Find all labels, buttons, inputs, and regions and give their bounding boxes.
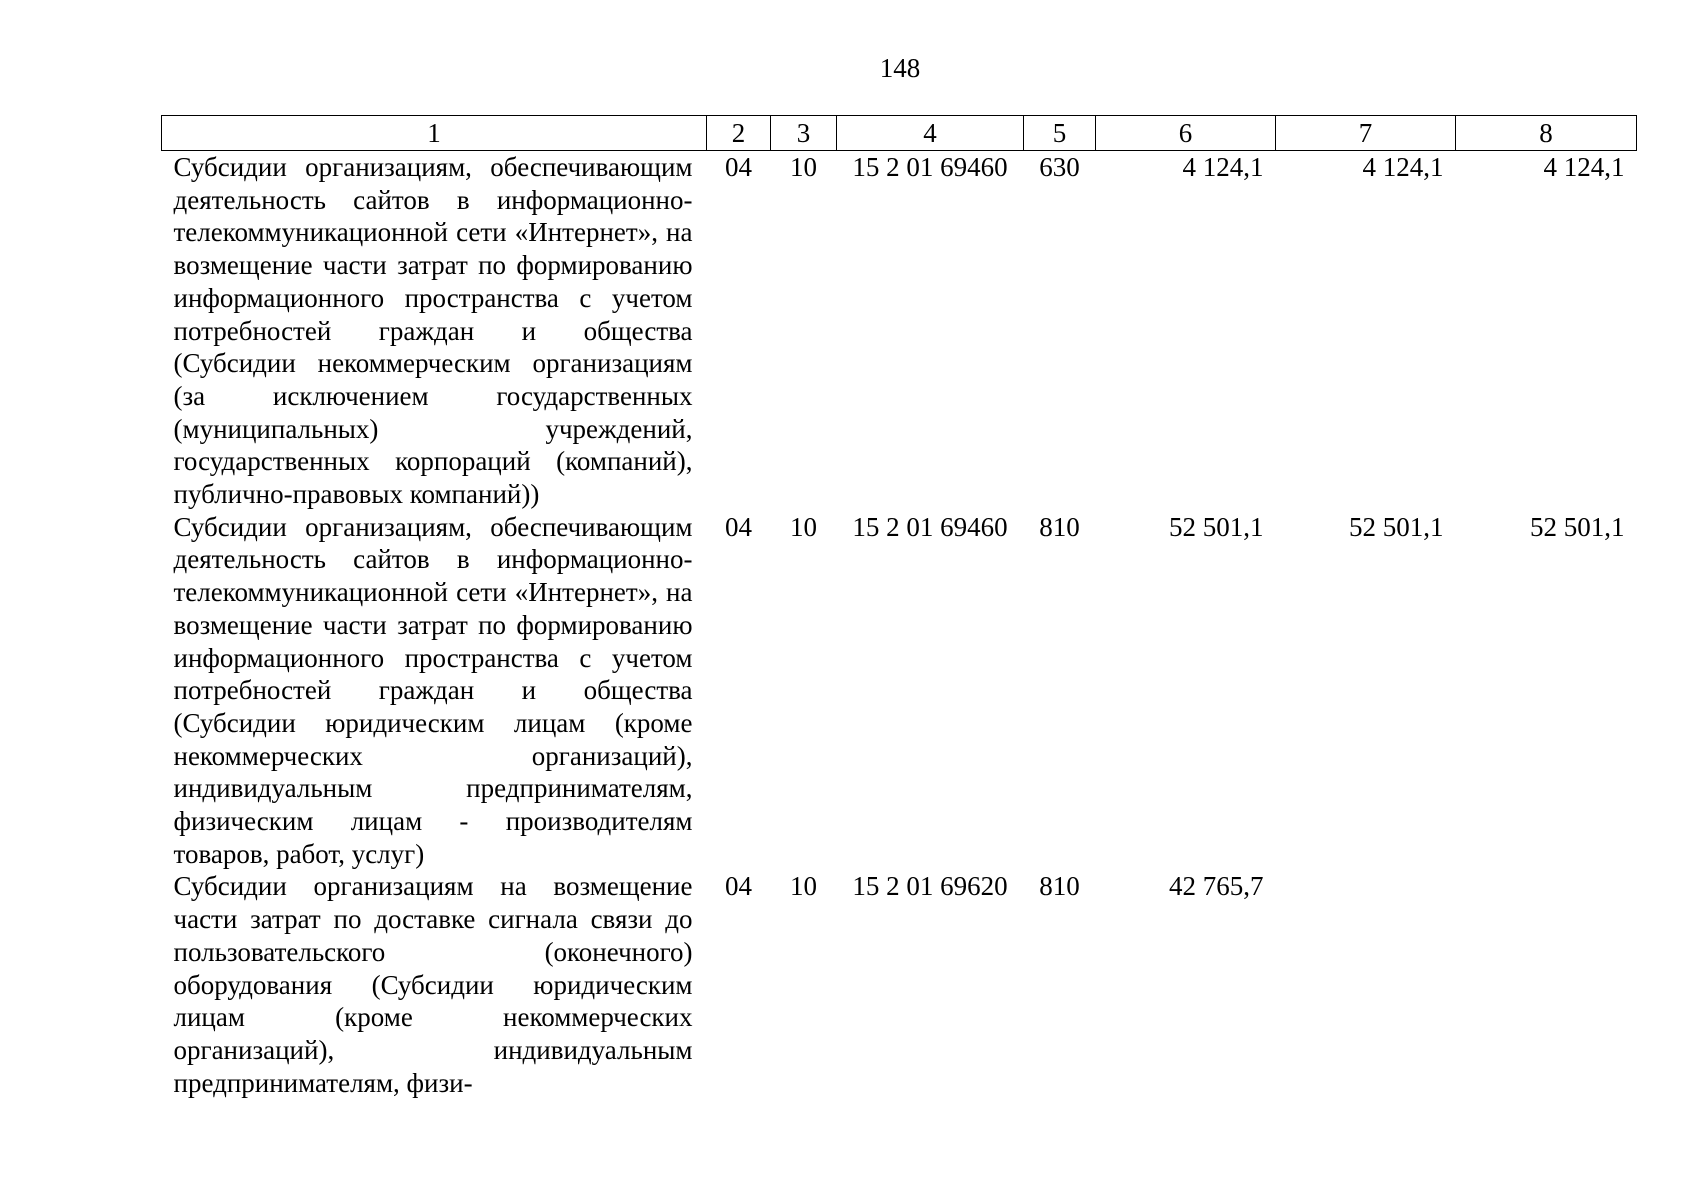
header-col-1: 1	[162, 116, 707, 151]
row-description: Субсидии организациям, обеспечивающим деятельность сайтов в информационно-телекоммуникационной сети «Интернет», на возмещение части затрат по формированию информационного пространства с учетом потребностей граждан и общества (Субсидии юридическим лицам (кроме некоммерческих организаций), индивидуальным предпринимателям, физическим лицам - производителям товаров, работ, услуг)	[173, 511, 693, 869]
row-amount-col-6: 42 765,7	[1169, 871, 1264, 902]
table-row	[162, 511, 1637, 871]
budget-table	[161, 115, 1637, 1099]
row-amount-col-8: 4 124,1	[1543, 152, 1625, 182]
header-col-4: 4	[837, 116, 1024, 151]
header-col-3: 3	[771, 116, 837, 151]
row-subsection-code: 10	[790, 511, 817, 542]
row-section-code: 04	[725, 152, 752, 182]
row-amount-col-8: 52 501,1	[1530, 511, 1625, 542]
row-expense-type-code: 810	[1039, 511, 1080, 542]
row-amount-col-7	[1276, 870, 1456, 1099]
row-description: Субсидии организациям на возмещение части затрат по доставке сигнала связи до пользовательского (оконечного) оборудования (Субсидии юридическим лицам (кроме некоммерческих организаций), индивидуальным предпринимателям, физи-	[173, 871, 693, 1098]
row-expense-type-code: 630	[1039, 152, 1080, 182]
row-target-article-code: 15 2 01 69460	[852, 511, 1008, 542]
header-col-8: 8	[1456, 116, 1637, 151]
header-col-2: 2	[707, 116, 771, 151]
row-amount-col-6: 4 124,1	[1182, 152, 1264, 182]
header-col-6: 6	[1096, 116, 1276, 151]
page-number: 148	[879, 53, 921, 83]
table-body	[162, 151, 1637, 1100]
row-subsection-code: 10	[790, 152, 817, 182]
row-expense-type-code: 810	[1039, 871, 1080, 902]
row-target-article-code: 15 2 01 69460	[852, 152, 1008, 182]
row-amount-col-8	[1456, 870, 1637, 1099]
row-amount-col-7: 4 124,1	[1362, 152, 1444, 182]
row-amount-col-6: 52 501,1	[1169, 511, 1264, 542]
header-row	[162, 116, 1637, 151]
table-row	[162, 870, 1637, 1099]
header-col-5: 5	[1024, 116, 1096, 151]
row-description: Субсидии организациям, обеспечивающим деятельность сайтов в информационно-телекоммуникационной сети «Интернет», на возмещение части затрат по формированию информационного пространства с учетом потребностей граждан и общества (Субсидии некоммерческим организациям (за исключением государственных (муниципальных) учреждений, государственных корпораций (компаний), публично-правовых компаний))	[173, 152, 693, 510]
row-subsection-code: 10	[790, 871, 817, 902]
table-row	[162, 151, 1637, 511]
row-section-code: 04	[725, 511, 752, 542]
row-amount-col-7: 52 501,1	[1349, 511, 1444, 542]
row-target-article-code: 15 2 01 69620	[852, 871, 1008, 902]
header-col-7: 7	[1276, 116, 1456, 151]
row-section-code: 04	[725, 871, 752, 902]
table-header	[162, 116, 1637, 151]
